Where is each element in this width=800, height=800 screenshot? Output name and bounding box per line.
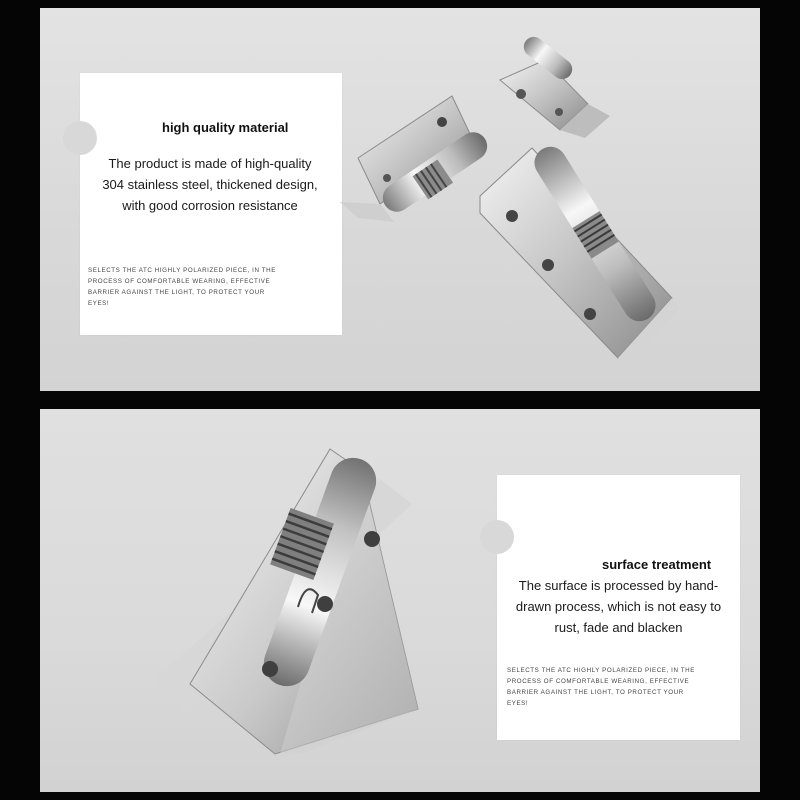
top-card-body: The product is made of high-quality 304 stainless steel, thickened design, with good corrosion resistance xyxy=(102,156,318,213)
bottom-info-card xyxy=(497,475,740,740)
small-hinge xyxy=(500,33,610,138)
top-card-title: high quality material xyxy=(162,120,289,135)
hinge-photo-top xyxy=(40,8,760,391)
bottom-product-panel xyxy=(40,409,760,792)
card-notch xyxy=(480,520,514,554)
top-card-fine-print: SELECTS THE ATC HIGHLY POLARIZED PIECE, IN THE PROCESS OF COMFORTABLE WEARING, EFFECTIVE BARRIER AGAINST THE LIGHT, TO PROTECT YOUR EYES! xyxy=(88,267,276,307)
bottom-card-fine-print: SELECTS THE ATC HIGHLY POLARIZED PIECE, IN THE PROCESS OF COMFORTABLE WEARING, EFFECTIVE BARRIER AGAINST THE LIGHT, TO PROTECT YOUR EYES! xyxy=(507,667,695,707)
bottom-card-body: The surface is processed by hand- drawn process, which is not easy to rust, fade and blacken xyxy=(515,578,722,635)
top-product-panel xyxy=(40,8,760,391)
large-hinge xyxy=(480,141,680,363)
medium-hinge xyxy=(340,96,493,222)
large-hinge-closeup xyxy=(155,449,418,754)
bottom-card-title: surface treatment xyxy=(602,557,712,572)
